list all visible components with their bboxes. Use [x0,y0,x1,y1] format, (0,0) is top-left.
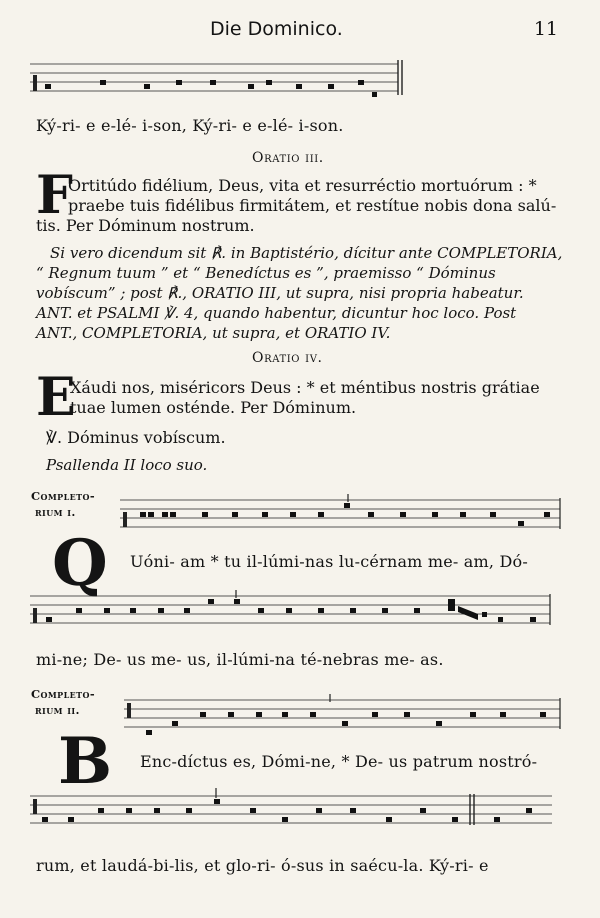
music-staff-completorium-i-b [0,584,600,634]
oratio-iii-line-1: Ortitúdo fidélium, Deus, vita et resurréctio mortuórum : * [68,176,537,195]
rubric-line-2: “ Regnum tuum ” et “ Benedíctus es ”, praemisso “ Dóminus [36,264,496,282]
completorium-ii-lyrics-1: Enc-díctus es, Dómi-ne, * De- us patrum nostró- [140,752,538,771]
completorium-i-lyrics-1: Uóni- am * tu il-lúmi-nas lu-cérnam me- am, Dó- [130,552,528,571]
initial-q: Q [52,526,108,601]
music-staff-completorium-ii-b [0,784,600,836]
page-number: 11 [533,18,558,40]
completorium-i-label-line-1: Completo- [31,489,96,503]
psallenda-rubric: Psallenda II loco suo. [46,456,208,474]
oratio-iv-heading: Oratio iv. [252,350,323,366]
rubric-line-1: Si vero dicendum sit ℟. in Baptistério, dícitur ante COMPLETORIA, [50,244,563,262]
oratio-iii-heading: Oratio iii. [252,150,324,166]
oratio-iii-line-3: tis. Per Dóminum nostrum. [36,216,255,235]
completorium-ii-label-line-2: rium ii. [35,703,80,717]
drop-cap-e: E [36,367,76,428]
versicle: ℣. Dóminus vobíscum. [46,428,226,447]
rubric-line-5: ANT., COMPLETORIA, ut supra, et ORATIO IV. [36,324,391,342]
completorium-i-lyrics-2: mi-ne; De- us me- us, il-lúmi-na té-nebras me- as. [36,650,444,669]
oratio-iv-line-2: tuae lumen osténde. Per Dóminum. [70,398,357,417]
music-staff-kyrie [0,58,600,108]
page-title: Die Dominico. [210,18,343,40]
completorium-ii-label-line-1: Completo- [31,687,96,701]
completorium-ii-lyrics-2: rum, et laudá-bi-lis, et glo-ri- ó-sus in saécu-la. Ký-ri- e [36,856,489,875]
kyrie-lyrics: Ký-ri- e e-lé- i-son, Ký-ri- e e-lé- i-son. [36,116,344,135]
rubric-line-3: vobíscum” ; post ℟., ORATIO III, ut supra, nisi propria habeatur. [36,284,524,302]
rubric-line-4: ANT. et PSALMI ℣. 4, quando habentur, dicuntur hoc loco. Post [36,304,517,322]
initial-b: B [58,724,113,799]
drop-cap-f: F [36,165,73,226]
completorium-i-label-line-2: rium i. [35,505,76,519]
oratio-iv-line-1: Xáudi nos, miséricors Deus : * et méntibus nostris grátiae [70,378,540,397]
oratio-iii-line-2: praebe tuis fidélibus firmitátem, et restítue nobis dona salú- [68,196,557,215]
